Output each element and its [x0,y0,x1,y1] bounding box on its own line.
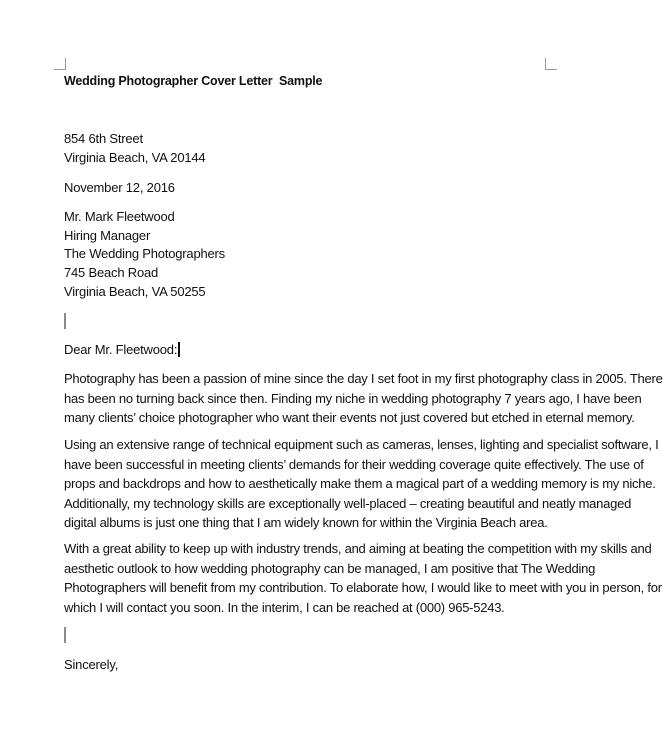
paragraph-line: digital albums is just one thing that I am widely known for within the Virginia Beach area. [64,515,548,530]
salutation-line[interactable] [64,340,180,359]
paragraph-mark [64,627,66,643]
paragraph-1[interactable] [64,369,663,428]
paragraph-line: Additionally, my technology skills are exceptionally well-placed – creating beautiful and neatly managed [64,495,632,511]
paragraph-line: Using an extensive range of technical equipment such as cameras, lenses, lighting and specialist software, I [64,437,659,452]
paragraph-line: With a great ability to keep up with industry trends, and aiming at beating the competition with my skills and [64,541,652,556]
recipient-street: 745 Beach Road [64,265,159,280]
letter-date: November 12, 2016 [64,180,175,195]
recipient-name: Mr. Mark Fleetwood [64,209,175,224]
salutation: Dear Mr. Fleetwood: [64,342,178,357]
paragraph-line: Photography has been a passion of mine since the day I set foot in my first photography class in 2005. There [64,371,663,386]
margin-corner-top-left [54,58,66,70]
paragraph-line: Photographers will benefit from my contribution. To elaborate how, I would like to meet with you in person, for [64,580,662,595]
closing: Sincerely, [64,657,119,672]
recipient-city: Virginia Beach, VA 50255 [64,284,206,299]
paragraph-line: aesthetic outlook to how wedding photography can be managed, I am positive that The Wedding [64,560,596,576]
recipient-company: The Wedding Photographers [64,246,225,261]
recipient-position: Hiring Manager [64,228,151,243]
margin-corner-top-right [545,58,557,70]
paragraph-mark [64,313,66,329]
sender-street: 854 6th Street [64,131,143,146]
paragraph-2[interactable] [64,435,659,533]
paragraph-line: have been successful in meeting clients’ demands for their wedding coverage quite effectively. The use of [64,456,644,472]
sender-city: Virginia Beach, VA 20144 [64,150,206,165]
paragraph-line: which I will contact you soon. In the interim, I can be reached at (000) 965-5243. [64,599,505,615]
paragraph-line: has been no turning back since then. Finding my niche in wedding photography 7 years ago, I have been [64,390,642,406]
paragraph-line: many clients’ choice photographer who want their events not just covered but etched in eternal memory. [64,410,635,425]
text-cursor [178,342,180,357]
paragraph-3[interactable] [64,539,662,617]
paragraph-line: props and backdrops and how to aesthetically make them a magical part of a wedding memory is my niche. [64,476,656,491]
document-title: Wedding Photographer Cover Letter Sample [64,74,323,88]
